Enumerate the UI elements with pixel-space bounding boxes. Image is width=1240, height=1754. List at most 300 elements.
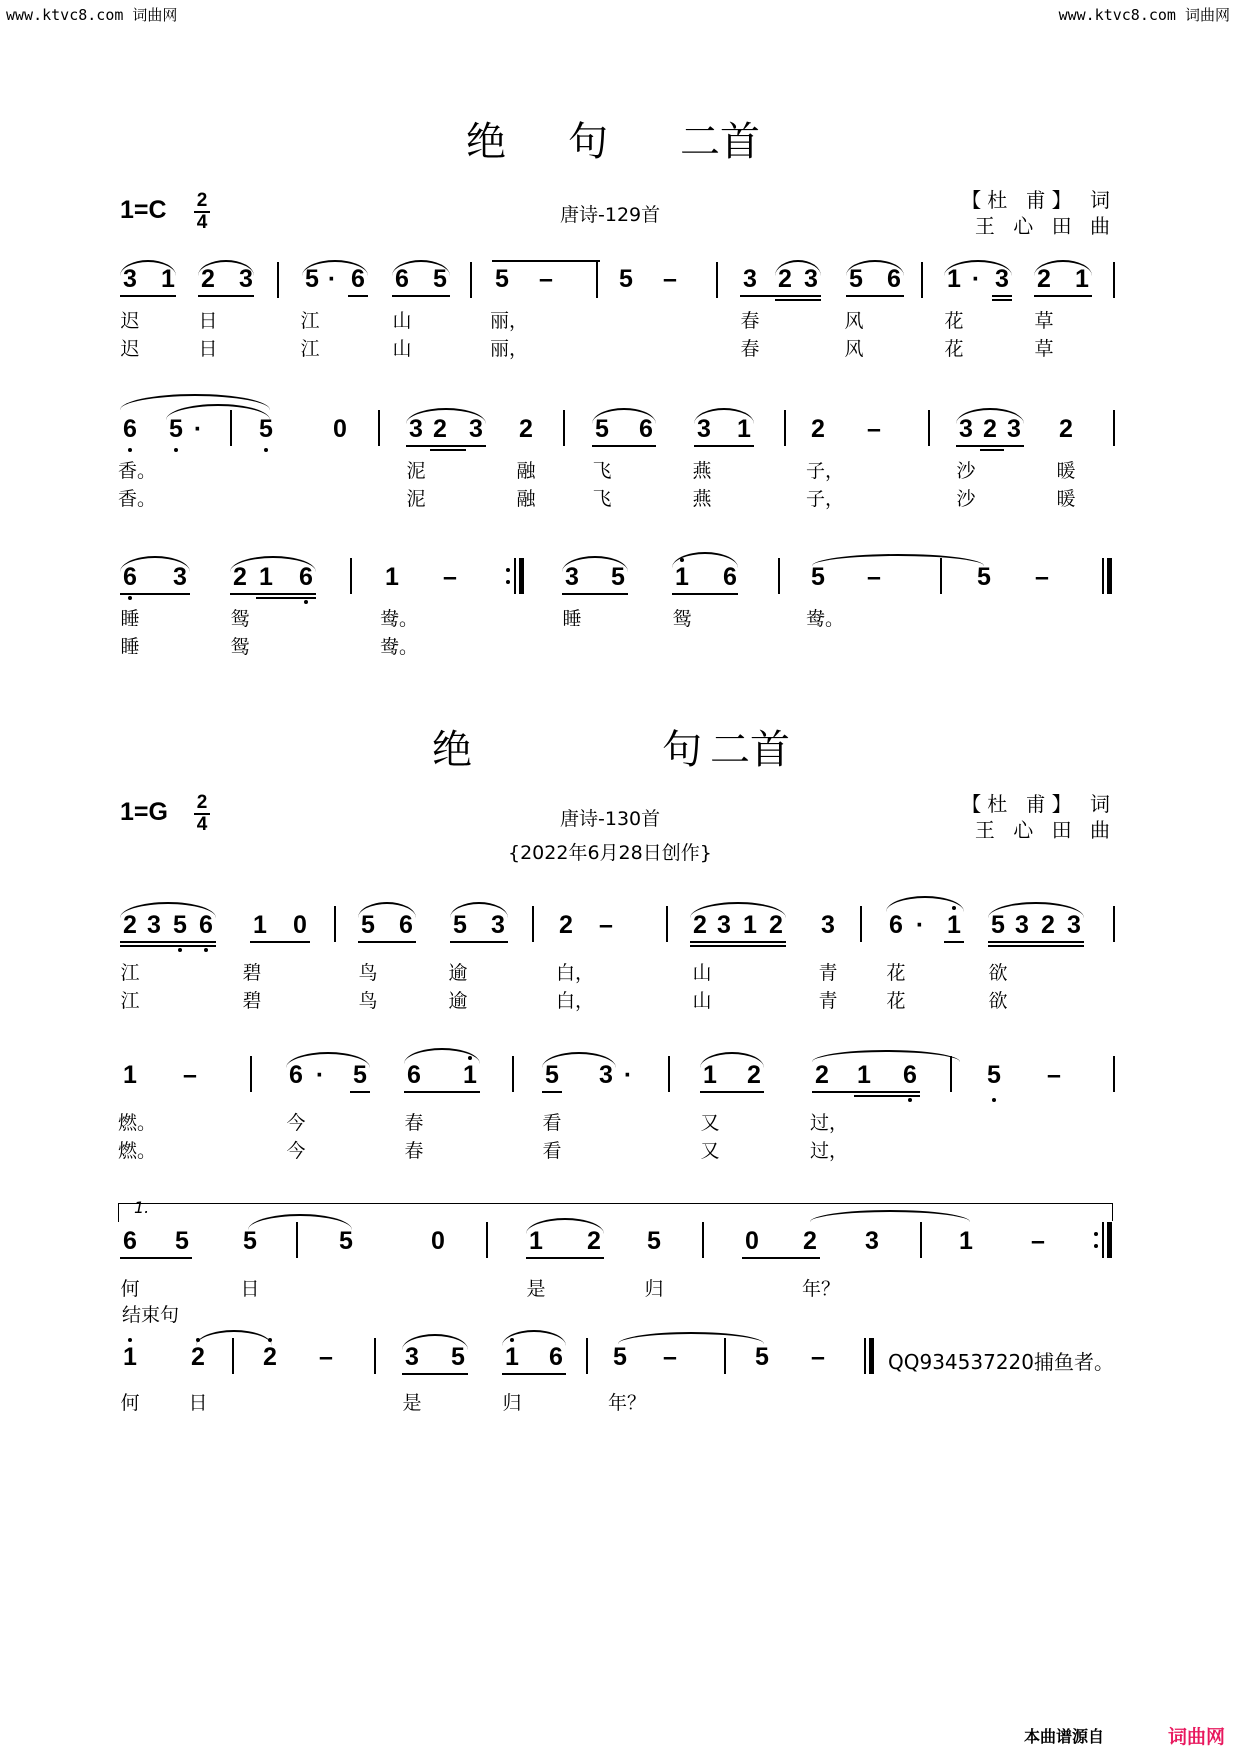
note: –	[663, 1343, 677, 1371]
note: 2	[815, 1061, 829, 1089]
slur	[302, 260, 368, 276]
note: –	[443, 563, 457, 591]
end-barline	[864, 1338, 866, 1374]
underline	[350, 1091, 370, 1093]
barline	[596, 262, 598, 298]
note: 5	[811, 563, 825, 591]
lyric: 江	[120, 990, 140, 1012]
low-octave-dot	[128, 448, 132, 452]
note: 3	[804, 265, 818, 293]
underline	[406, 445, 486, 447]
note: 5	[991, 911, 1005, 939]
end-barline	[1102, 558, 1104, 594]
song2-time-signature: 2 4	[194, 794, 210, 834]
barline	[512, 1056, 514, 1092]
slur	[198, 260, 254, 276]
barline	[668, 1056, 670, 1092]
lyric: 日	[198, 310, 218, 332]
song1-row-3	[0, 556, 1240, 676]
barline	[860, 906, 862, 942]
underline	[672, 593, 738, 595]
song2-title: 绝 句 二首	[432, 727, 790, 773]
note: 1	[161, 265, 175, 293]
note: 1	[259, 563, 273, 591]
low-octave-dot	[992, 1098, 996, 1102]
note: 0	[333, 415, 347, 443]
note: 0	[293, 911, 307, 939]
note: 6	[299, 563, 313, 591]
note: ·	[327, 265, 337, 293]
note: 3	[239, 265, 253, 293]
song2-key: 1=G	[120, 798, 168, 826]
lyric: 鸟	[358, 962, 378, 984]
note: 5	[305, 265, 319, 293]
lyric: 燕	[692, 488, 712, 510]
note: 6	[889, 911, 903, 939]
lyric: 花	[944, 310, 964, 332]
underline	[256, 597, 316, 599]
note: 3	[865, 1227, 879, 1255]
underline	[526, 1257, 604, 1259]
barline	[250, 1056, 252, 1092]
song2-composer: 王 心 田 曲	[974, 818, 1116, 842]
lyric: 暖	[1056, 488, 1076, 510]
lyric: 欲	[988, 990, 1008, 1012]
note: 6	[903, 1061, 917, 1089]
note: 3	[743, 265, 757, 293]
note: ·	[623, 1061, 633, 1089]
barline	[1113, 410, 1115, 446]
low-octave-dot	[174, 448, 178, 452]
note: 3	[147, 911, 161, 939]
lyric: 燃。	[118, 1140, 157, 1162]
note: 3	[469, 415, 483, 443]
note: 3	[1015, 911, 1029, 939]
lyric: 今	[286, 1112, 306, 1134]
barline	[1113, 906, 1115, 942]
lyric: 泥	[406, 460, 426, 482]
underline	[542, 1091, 562, 1093]
note: 2	[191, 1343, 205, 1371]
barline	[1113, 1056, 1115, 1092]
underline	[992, 299, 1012, 301]
lyric: 鸯。	[380, 636, 419, 658]
slur	[542, 1052, 616, 1068]
note: –	[663, 265, 677, 293]
underline	[198, 295, 254, 297]
note: 5	[613, 1343, 627, 1371]
note: 1	[947, 265, 961, 293]
note: 3	[409, 415, 423, 443]
note: 6	[351, 265, 365, 293]
underline	[392, 295, 450, 297]
lyric: 燕	[692, 460, 712, 482]
barline	[470, 262, 472, 298]
signature: QQ934537220捕鱼者。	[888, 1350, 1115, 1374]
underline	[430, 449, 466, 451]
lyric: 年？	[802, 1278, 841, 1300]
slur	[846, 260, 904, 276]
underline	[980, 449, 1004, 451]
lyric: 鸯。	[806, 608, 845, 630]
repeat-dot	[506, 568, 510, 572]
lyric: 山	[692, 990, 712, 1012]
lyric: 睡	[562, 608, 582, 630]
barline	[920, 1222, 922, 1258]
barline	[334, 906, 336, 942]
low-octave-dot	[128, 596, 132, 600]
note: 3	[565, 563, 579, 591]
note: 2	[1037, 265, 1051, 293]
lyric: 江	[300, 338, 320, 360]
note: 5	[433, 265, 447, 293]
lyric: 碧	[242, 962, 262, 984]
slur	[944, 260, 1012, 276]
slur	[120, 556, 190, 572]
low-octave-dot	[908, 1098, 912, 1102]
underline	[358, 941, 416, 943]
barline	[374, 1338, 376, 1374]
repeat-barline	[514, 558, 516, 594]
barline	[350, 558, 352, 594]
note: 1	[253, 911, 267, 939]
lyric: 子，	[806, 460, 845, 482]
slur	[592, 408, 656, 424]
note: 1	[529, 1227, 543, 1255]
note: 3	[599, 1061, 613, 1089]
lyric: 草	[1034, 310, 1054, 332]
note: 1	[1075, 265, 1089, 293]
lyric: 是	[526, 1278, 546, 1300]
repeat-dot	[506, 580, 510, 584]
tie	[618, 1332, 764, 1344]
repeat-barline	[1102, 1222, 1104, 1258]
lyric: 风	[844, 310, 864, 332]
slur	[672, 552, 738, 568]
lyric: 飞	[592, 488, 612, 510]
note: 3	[717, 911, 731, 939]
lyric: 鸟	[358, 990, 378, 1012]
lyric: 逾	[448, 962, 468, 984]
note: 6	[549, 1343, 563, 1371]
note: 5	[545, 1061, 559, 1089]
underline	[992, 295, 1012, 297]
note: 6	[407, 1061, 421, 1089]
note: 2	[693, 911, 707, 939]
barline	[230, 410, 232, 446]
end-barline-thick	[869, 1338, 874, 1374]
barline	[940, 558, 942, 594]
slur	[526, 1218, 604, 1234]
note: 3	[123, 265, 137, 293]
underline	[694, 445, 754, 447]
note: 3	[959, 415, 973, 443]
lyric: 暖	[1056, 460, 1076, 482]
lyric: 逾	[448, 990, 468, 1012]
underline	[348, 295, 368, 297]
song2-date-note: {2022年6月28日创作}	[508, 842, 712, 864]
note: –	[1047, 1061, 1061, 1089]
header-right: www.ktvc8.com 词曲网	[1058, 6, 1230, 24]
underline	[120, 593, 190, 595]
lyric: 香。	[118, 488, 157, 510]
note: 1	[947, 911, 961, 939]
lyric: 青	[818, 990, 838, 1012]
note: –	[811, 1343, 825, 1371]
lyric: 花	[944, 338, 964, 360]
song1-time-signature: 2 4	[194, 192, 210, 232]
lyric: 何	[120, 1392, 140, 1414]
slur	[1034, 260, 1092, 276]
note: 1	[857, 1061, 871, 1089]
lyric: 山	[392, 338, 412, 360]
lyric: 春	[404, 1140, 424, 1162]
note: 5	[987, 1061, 1001, 1089]
underline	[854, 1095, 920, 1097]
lyric: 花	[886, 990, 906, 1012]
note: 2	[778, 265, 792, 293]
note: 3	[1007, 415, 1021, 443]
ending-row	[0, 1334, 1240, 1454]
lyric: 泥	[406, 488, 426, 510]
lyric: 今	[286, 1140, 306, 1162]
note: 5	[453, 911, 467, 939]
underline	[700, 1091, 764, 1093]
barline	[702, 1222, 704, 1258]
note: 2	[233, 563, 247, 591]
note: –	[183, 1061, 197, 1089]
note: 6	[123, 415, 137, 443]
note: 1	[123, 1343, 137, 1371]
lyric: 春	[740, 310, 760, 332]
note: 6	[289, 1061, 303, 1089]
note: 5	[611, 563, 625, 591]
note: 3	[1067, 911, 1081, 939]
note: 2	[587, 1227, 601, 1255]
barline	[378, 410, 380, 446]
barline	[277, 262, 279, 298]
underline	[1034, 295, 1092, 297]
note: 1	[675, 563, 689, 591]
high-octave-dot	[268, 1338, 272, 1342]
underline	[988, 941, 1084, 943]
note: 1	[385, 563, 399, 591]
slur	[286, 1052, 370, 1068]
underline	[944, 941, 964, 943]
barline	[716, 262, 718, 298]
note: 6	[887, 265, 901, 293]
lyric: 春	[740, 338, 760, 360]
lyric: 青	[818, 962, 838, 984]
note: 6	[639, 415, 653, 443]
lyric: 过，	[810, 1140, 849, 1162]
lyric: 丽，	[490, 310, 529, 332]
lyric: 碧	[242, 990, 262, 1012]
lyric: 白，	[556, 962, 595, 984]
tie	[492, 260, 600, 262]
slur	[392, 260, 450, 276]
lyric: 融	[516, 460, 536, 482]
barline	[1113, 262, 1115, 298]
underline	[402, 1373, 468, 1375]
barline	[928, 410, 930, 446]
underline	[690, 945, 786, 947]
song2-lyricist: 【杜 甫】 词	[961, 792, 1116, 816]
note: 3	[697, 415, 711, 443]
lyric: 白，	[556, 990, 595, 1012]
underline	[812, 1091, 920, 1093]
high-octave-dot	[128, 1338, 132, 1342]
note: ·	[971, 265, 981, 293]
low-octave-dot	[304, 600, 308, 604]
song1-composer: 王 心 田 曲	[974, 214, 1116, 238]
note: 2	[123, 911, 137, 939]
note: 6	[399, 911, 413, 939]
song1-row-2	[0, 408, 1240, 528]
repeat-barline-thick	[519, 558, 524, 594]
note: –	[539, 265, 553, 293]
slur	[120, 902, 216, 918]
note: 1	[505, 1343, 519, 1371]
repeat-dot	[1094, 1232, 1098, 1236]
low-octave-dot	[204, 948, 208, 952]
note: 5	[361, 911, 375, 939]
lyric: 江	[300, 310, 320, 332]
footer-source: 本曲谱源自	[1024, 1729, 1105, 1746]
note: 3	[821, 911, 835, 939]
lyric: 睡	[120, 608, 140, 630]
lyric: 江	[120, 962, 140, 984]
note: 5	[495, 265, 509, 293]
note: 0	[745, 1227, 759, 1255]
underline	[775, 299, 821, 301]
lyric: 风	[844, 338, 864, 360]
note: 2	[263, 1343, 277, 1371]
note: 5	[755, 1343, 769, 1371]
song2-row-2	[0, 1052, 1240, 1172]
note: 1	[703, 1061, 717, 1089]
barline	[563, 410, 565, 446]
barline	[778, 558, 780, 594]
note: 1	[737, 415, 751, 443]
note: 6	[123, 1227, 137, 1255]
low-octave-dot	[178, 948, 182, 952]
underline	[742, 1257, 820, 1259]
footer-brand[interactable]: 词曲网	[1168, 1727, 1226, 1748]
underline	[120, 295, 176, 297]
underline	[956, 445, 1024, 447]
lyric: 看	[542, 1112, 562, 1134]
note: 1	[463, 1061, 477, 1089]
lyric: 子，	[806, 488, 845, 510]
lyric: 花	[886, 962, 906, 984]
note: 5	[595, 415, 609, 443]
lyric: 飞	[592, 460, 612, 482]
slur	[230, 556, 316, 572]
slur	[358, 902, 416, 918]
slur	[404, 1048, 480, 1064]
song1-title: 绝 句 二首	[466, 119, 760, 165]
barline	[666, 906, 668, 942]
note: 5	[175, 1227, 189, 1255]
lyric: 草	[1034, 338, 1054, 360]
note: 5	[849, 265, 863, 293]
song1-key: 1=C	[120, 196, 167, 224]
note: 5	[169, 415, 183, 443]
note: 5	[619, 265, 633, 293]
lyric: 山	[692, 962, 712, 984]
slur	[886, 896, 964, 912]
header-left: www.ktvc8.com 词曲网	[6, 6, 178, 24]
lyric: 鸳	[230, 608, 250, 630]
note: 5	[647, 1227, 661, 1255]
underline	[120, 1257, 192, 1259]
note: 3	[491, 911, 505, 939]
lyric: 鸳	[230, 636, 250, 658]
ending-label: 结束句	[122, 1304, 180, 1326]
volta-number: 1.	[134, 1198, 150, 1217]
underline	[592, 445, 656, 447]
lyric: 看	[542, 1140, 562, 1162]
note: 5	[451, 1343, 465, 1371]
note: 5	[259, 415, 273, 443]
low-octave-dot	[264, 448, 268, 452]
repeat-barline-thick	[1107, 1222, 1112, 1258]
lyric: 鸯。	[380, 608, 419, 630]
note: 0	[431, 1227, 445, 1255]
note: 2	[747, 1061, 761, 1089]
repeat-dot	[1094, 1244, 1098, 1248]
song2-subtitle: 唐诗-130首	[560, 808, 661, 830]
lyric: 日	[240, 1278, 260, 1300]
slur	[956, 408, 1024, 424]
underline	[502, 1373, 566, 1375]
note: 2	[433, 415, 447, 443]
note: ·	[193, 415, 203, 443]
note: 2	[559, 911, 573, 939]
song1-row-1	[0, 260, 1240, 380]
note: 3	[995, 265, 1009, 293]
song1-subtitle: 唐诗-129首	[560, 204, 661, 226]
note: 1	[743, 911, 757, 939]
lyric: 沙	[956, 460, 976, 482]
note: 2	[519, 415, 533, 443]
note: 5	[339, 1227, 353, 1255]
lyric: 迟	[120, 310, 140, 332]
slur	[406, 408, 486, 424]
end-barline-thick	[1107, 558, 1112, 594]
underline	[988, 945, 1084, 947]
note: 2	[983, 415, 997, 443]
slur	[690, 902, 786, 918]
slur	[120, 260, 176, 276]
barline	[921, 262, 923, 298]
lyric: 鸳	[672, 608, 692, 630]
underline	[450, 941, 508, 943]
barline	[950, 1056, 952, 1092]
note: ·	[915, 911, 925, 939]
barline	[586, 1338, 588, 1374]
note: 5	[977, 563, 991, 591]
lyric: 又	[700, 1140, 720, 1162]
lyric: 又	[700, 1112, 720, 1134]
underline	[120, 941, 216, 943]
note: 6	[723, 563, 737, 591]
note: –	[1035, 563, 1049, 591]
note: 6	[123, 563, 137, 591]
lyric: 沙	[956, 488, 976, 510]
slur	[694, 408, 754, 424]
